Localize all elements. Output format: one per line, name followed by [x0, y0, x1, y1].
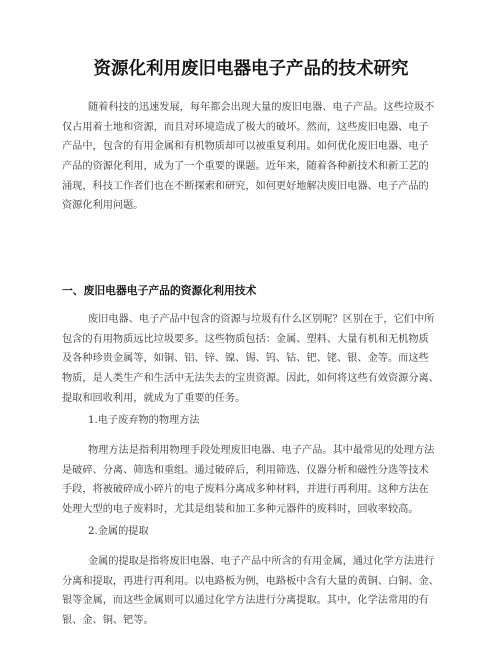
sub2-line: 银、金、铜、钯等。: [62, 615, 154, 627]
intro-line: 资源化利用问题。: [62, 200, 144, 212]
intro-paragraph: [62, 98, 442, 216]
sub2-line: 银等金属，而这些金属则可以通过化学方法进行分离提取。其中，化学法常用的有: [62, 595, 429, 607]
sub1-line: 处理大型的电子废料时，尤其是组装和加工多种元器件的废料时，回收率较高。: [62, 504, 419, 516]
sub2-line: 金属的提取是指将废旧电器、电子产品中所含的有用金属，通过化学方法进行: [88, 556, 435, 567]
section1-line: 及各种珍贵金属等，如铜、铝、锌、镍、锡、钨、钴、钯、铑、银、金等。而这些: [62, 353, 429, 365]
section-heading: 一、废旧电器电子产品的资源化利用技术: [62, 284, 257, 297]
sub1-line: 是破碎、分离、筛选和重组。通过破碎后，利用筛选、仪器分析和磁性分选等技术: [62, 464, 429, 476]
section1-line: 废旧电器、电子产品中包含的资源与垃圾有什么区别呢？区别在于，它们中所: [88, 314, 435, 325]
sub1-line: 物理方法是指利用物理手段处理废旧电器、电子产品。其中最常见的处理方法: [88, 445, 435, 456]
sub2-line: 分离和提取，再进行再利用。以电路板为例，电路板中含有大量的黄铜、白铜、金、: [62, 575, 439, 587]
subsection-heading: 1.电子废弃物的物理方法: [88, 415, 200, 426]
sub2-paragraph: [62, 552, 442, 631]
intro-line: 产品中，包含的有用金属和有机物质却可以被重复利用。如何优化废旧电器、电子: [62, 141, 429, 153]
document-title: 资源化利用废旧电器电子产品的技术研究: [93, 59, 409, 79]
sub1-line: 手段，将被破碎成小碎片的电子废料分离成多种材料，并进行再利用。这种方法在: [62, 484, 429, 496]
intro-line: 涌现，科技工作者们也在不断探索和研究，如何更好地解决废旧电器、电子产品的: [62, 180, 429, 192]
intro-line: 产品的资源化利用，成为了一个重要的课题。近年来，随着各种新技术和新工艺的: [62, 161, 429, 173]
sub1-paragraph: [62, 441, 442, 520]
section1-paragraph: [62, 310, 442, 408]
section1-line: 包含的有用物质远比垃圾要多。这些物质包括：金属、塑料、大量有机和无机物质: [62, 333, 429, 345]
section1-line: 提取和回收利用，就成为了重要的任务。: [62, 392, 246, 404]
subsection-heading: 2.金属的提取: [88, 526, 149, 537]
intro-line: 随着科技的迅速发展，每年都会出现大量的废旧电器、电子产品。这些垃圾不: [88, 102, 435, 113]
intro-line: 仅占用着土地和资源，而且对环境造成了极大的破坏。然而，这些废旧电器、电子: [62, 121, 429, 133]
section1-line: 物质，是人类生产和生活中无法失去的宝贵资源。因此，如何将这些有效资源分离、: [62, 373, 439, 385]
